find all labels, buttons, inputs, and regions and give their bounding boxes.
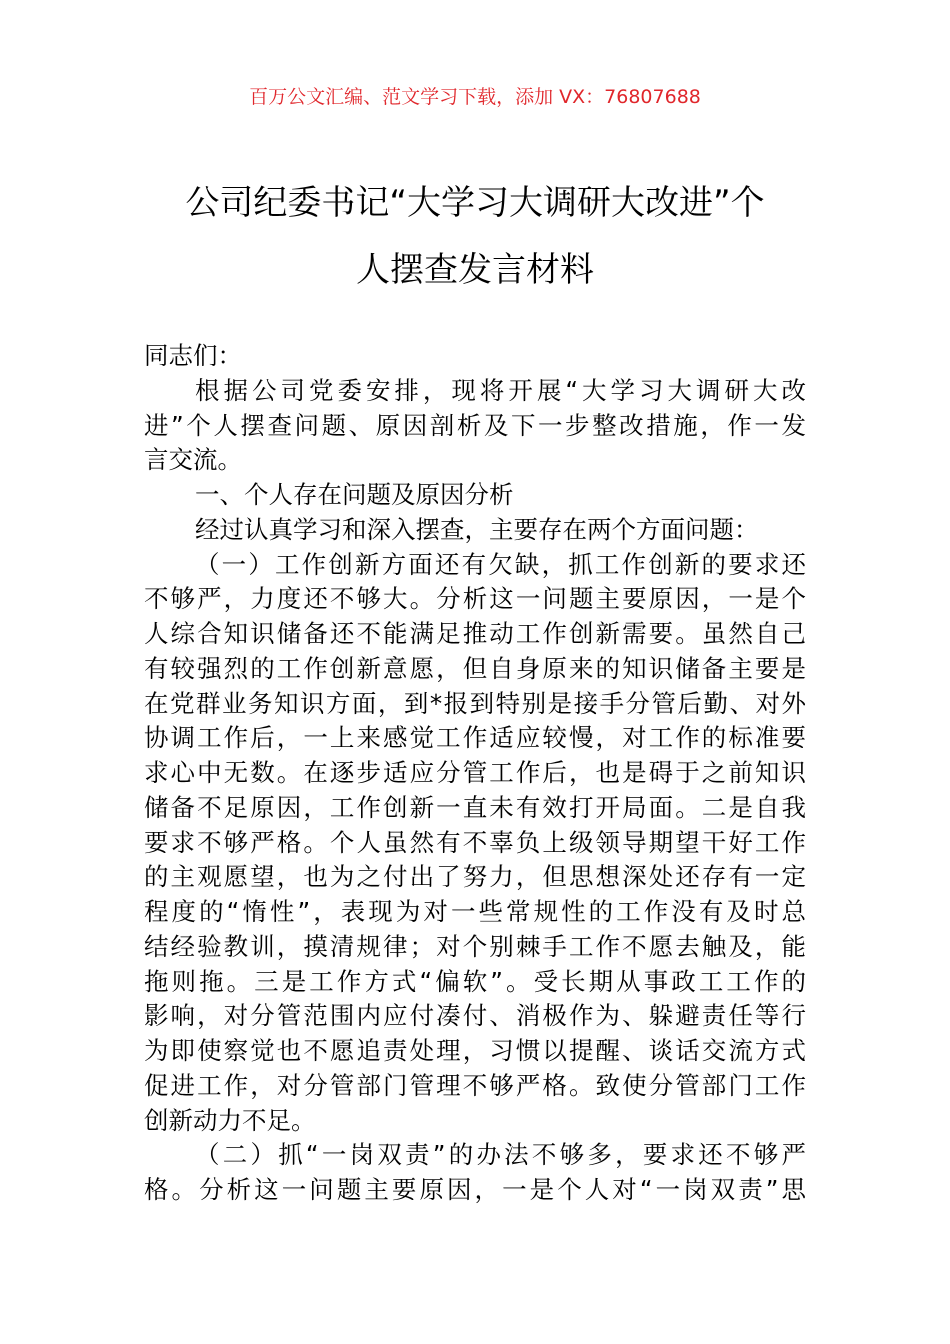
document-body [144,339,806,1208]
body-text-line: 进”个人摆查问题、原因剖析及下一步整改措施，作一发 [144,410,806,440]
body-text-line: 创新动力不足。 [144,1105,316,1135]
body-text-line: 同志们： [144,341,242,370]
body-text-line: （一）工作创新方面还有欠缺，抓工作创新的要求还 [195,549,806,579]
body-text-line: 经过认真学习和深入摆查，主要存在两个方面问题： [195,514,759,544]
body-text-line: 要求不够严格。个人虽然有不辜负上级领导期望干好工作 [144,827,806,857]
body-text-line: 一、个人存在问题及原因分析 [195,480,514,509]
body-text-line: 协调工作后，一上来感觉工作适应较慢，对工作的标准要 [144,723,806,753]
body-text-line: 不够严，力度还不够大。分析这一问题主要原因，一是个 [144,584,806,614]
body-text-line: 人综合知识储备还不能满足推动工作创新需要。虽然自己 [144,619,806,648]
document-title-line-2: 人摆查发言材料 [356,250,594,290]
body-text-line: 结经验教训，摸清规律；对个别棘手工作不愿去触及，能 [144,931,806,961]
body-text-line: 根据公司党委安排，现将开展“大学习大调研大改 [195,375,806,405]
body-text-line: 程度的“惰性”，表现为对一些常规性的工作没有及时总 [144,897,806,926]
body-text-line: 在党群业务知识方面，到*报到特别是接手分管后勤、对外 [144,688,806,718]
body-text-line: 格。分析这一问题主要原因，一是个人对“一岗双责”思 [144,1175,806,1204]
body-text-line: 储备不足原因，工作创新一直未有效打开局面。二是自我 [144,792,806,822]
body-text-line: 影响，对分管范围内应付凑付、消极作为、躲避责任等行 [144,1001,806,1031]
body-text-line: 求心中无数。在逐步适应分管工作后，也是碍于之前知识 [144,758,806,787]
body-text-line: 为即使察觉也不愿追责处理，习惯以提醒、谈话交流方式 [144,1036,806,1065]
body-text-line: （二）抓“一岗双责”的办法不够多，要求还不够严 [195,1140,806,1170]
document-title-line-1: 公司纪委书记“大学习大调研大改进”个 [185,183,765,223]
watermark-banner: 百万公文汇编、范文学习下载，添加 VX：76807688 [249,86,701,108]
body-text-line: 有较强烈的工作创新意愿，但自身原来的知识储备主要是 [144,653,806,683]
body-text-line: 拖则拖。三是工作方式“偏软”。受长期从事政工工作的 [144,966,806,996]
body-text-line: 言交流。 [144,445,242,475]
body-text-line: 的主观愿望，也为之付出了努力，但思想深处还存有一定 [144,862,806,892]
body-text-line: 促进工作，对分管部门管理不够严格。致使分管部门工作 [144,1070,806,1100]
